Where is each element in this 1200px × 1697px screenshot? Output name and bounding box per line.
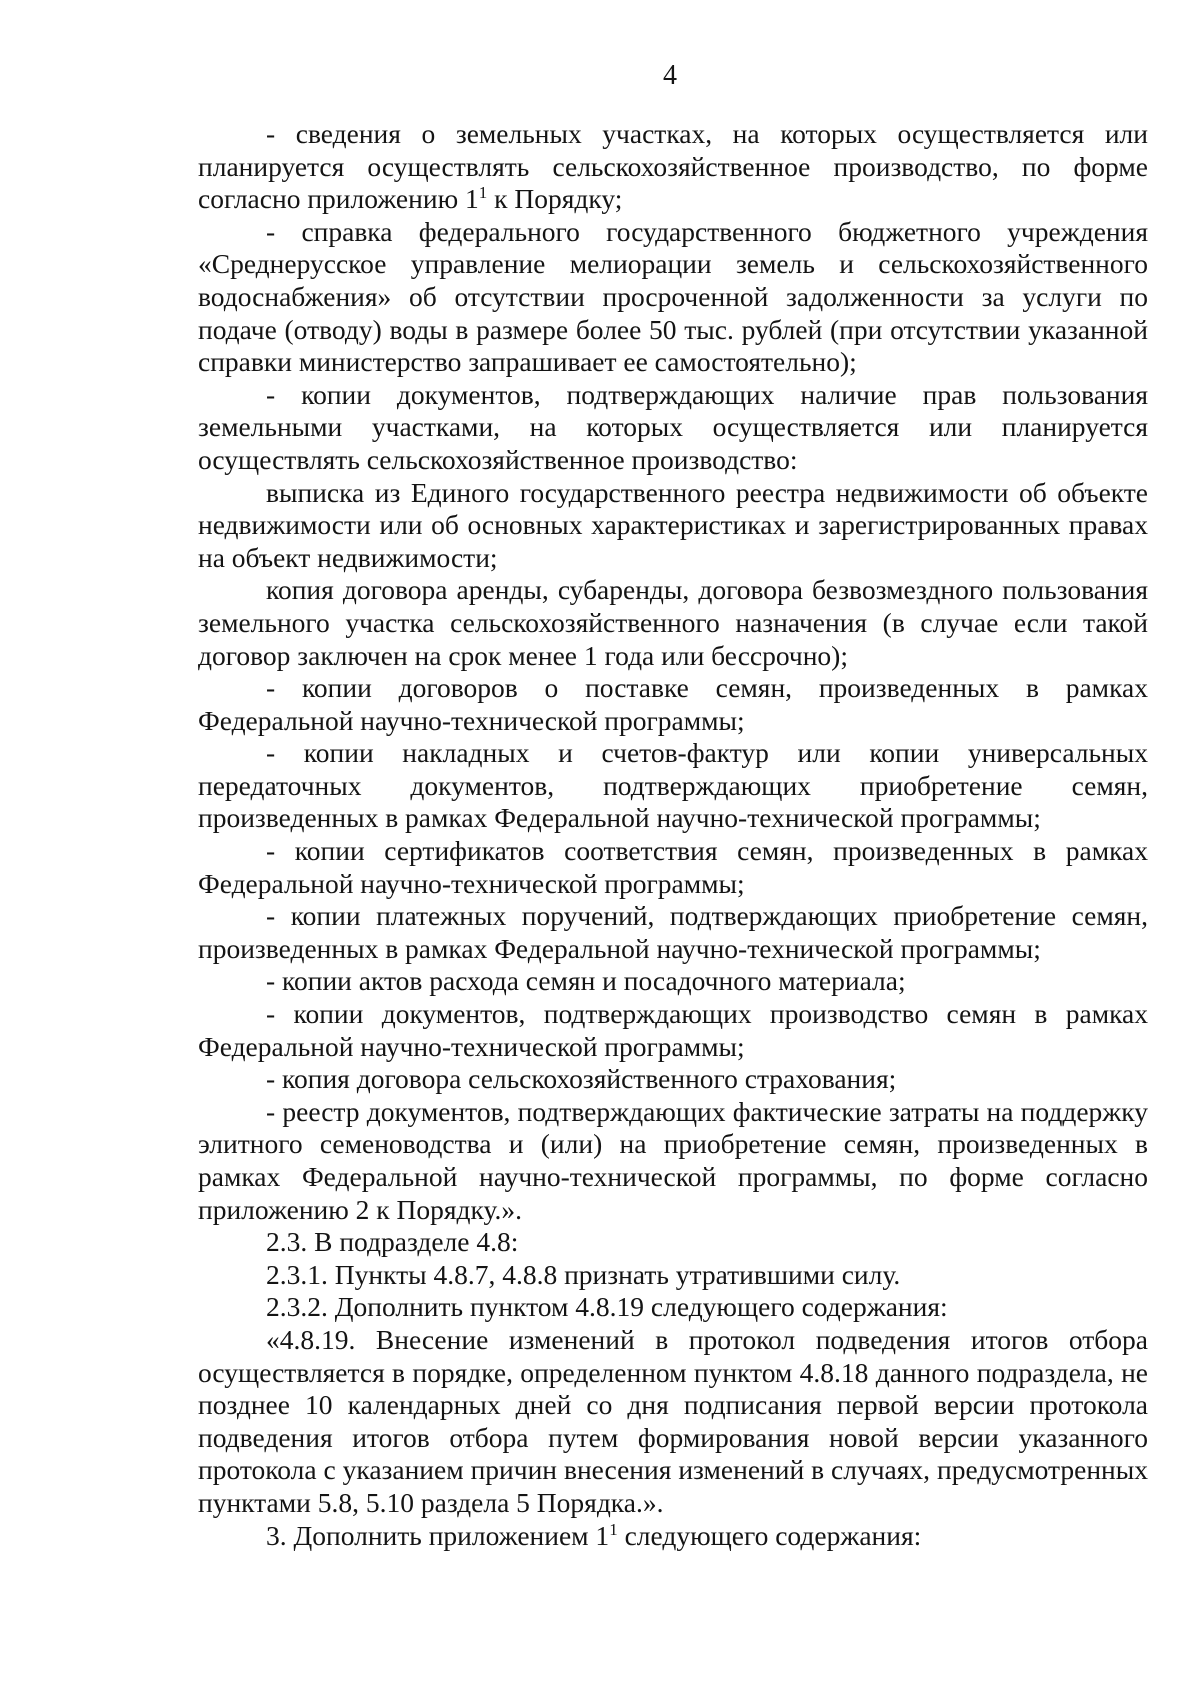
- paragraph: [198, 1324, 1148, 1520]
- page-number: 4: [663, 60, 677, 91]
- paragraph: [198, 1520, 1148, 1553]
- paragraph-text: - справка федерального государственного бюджетного учреждения «Среднерусское управление мелиорации земель и сельскохозяйственного водоснабжения» об отсутствии просроченной задолженности за услуги по подаче (отводу) воды в размере более 50 тыс. рублей (при отсутствии указанной справки министерство запрашивает ее самостоятельно);: [198, 215, 1148, 378]
- paragraph: [198, 672, 1148, 737]
- paragraph: [198, 574, 1148, 672]
- paragraph-text: - копии документов, подтверждающих наличие прав пользования земельными участками, на которых осуществляется или планируется осуществлять сельскохозяйственное производство:: [198, 378, 1148, 475]
- document-body: [198, 118, 1148, 1552]
- paragraph-tail: к Порядку;: [487, 183, 623, 215]
- paragraph: [198, 1226, 1148, 1259]
- paragraph: [198, 379, 1148, 477]
- paragraph: [198, 900, 1148, 965]
- paragraph-text: выписка из Единого государственного реестра недвижимости об объекте недвижимости или об основных характеристиках и зарегистрированных правах на объект недвижимости;: [198, 476, 1148, 573]
- superscript: 1: [609, 1519, 618, 1539]
- paragraph: [198, 965, 1148, 998]
- paragraph: [198, 118, 1148, 216]
- paragraph: [198, 1063, 1148, 1096]
- paragraph-text: «4.8.19. Внесение изменений в протокол подведения итогов отбора осуществляется в порядке, определенном пунктом 4.8.18 данного подраздела, не позднее 10 календарных дней со дня подписания первой версии протокола подведения итогов отбора путем формирования новой версии указанного протокола с указанием причин внесения изменений в случаях, предусмотренных пунктами 5.8, 5.10 раздела 5 Порядка.».: [198, 1323, 1148, 1518]
- paragraph: [198, 1259, 1148, 1292]
- paragraph: [198, 998, 1148, 1063]
- paragraph-text: 2.3.2. Дополнить пунктом 4.8.19 следующего содержания:: [266, 1291, 948, 1323]
- paragraph-text: 2.3. В подразделе 4.8:: [266, 1226, 519, 1258]
- paragraph-tail: следующего содержания:: [617, 1519, 922, 1551]
- paragraph-text: - копии сертификатов соответствия семян, произведенных в рамках Федеральной научно-технической программы;: [198, 835, 1148, 899]
- paragraph-text: - копии накладных и счетов-фактур или копии универсальных передаточных документов, подтверждающих приобретение семян, произведенных в рамках Федеральной научно-технической программы;: [198, 737, 1148, 834]
- paragraph-text: 3. Дополнить приложением 1: [266, 1519, 610, 1551]
- paragraph-text: - реестр документов, подтверждающих фактические затраты на поддержку элитного семеноводства и (или) на приобретение семян, произведенных в рамках Федеральной научно-технической программы, по форме согласно приложению 2 к Порядку.».: [198, 1095, 1148, 1225]
- paragraph: [198, 1291, 1148, 1324]
- paragraph-text: - копии договоров о поставке семян, произведенных в рамках Федеральной научно-технической программы;: [198, 672, 1148, 736]
- superscript: 1: [478, 183, 488, 203]
- paragraph: [198, 737, 1148, 835]
- paragraph-text: - копии документов, подтверждающих производство семян в рамках Федеральной научно-технической программы;: [198, 998, 1148, 1062]
- paragraph-text: копия договора аренды, субаренды, договора безвозмездного пользования земельного участка сельскохозяйственного назначения (в случае если такой договор заключен на срок менее 1 года или бессрочно);: [198, 574, 1148, 671]
- paragraph-text: - сведения о земельных участках, на которых осуществляется или планируется осуществлять сельскохозяйственное производство, по форме согласно приложению 1: [198, 118, 1148, 215]
- paragraph-text: 2.3.1. Пункты 4.8.7, 4.8.8 признать утратившими силу.: [266, 1258, 901, 1290]
- paragraph: [198, 216, 1148, 379]
- paragraph: [198, 835, 1148, 900]
- paragraph: [198, 477, 1148, 575]
- paragraph-text: - копия договора сельскохозяйственного страхования;: [266, 1063, 897, 1095]
- paragraph-text: - копии платежных поручений, подтверждающих приобретение семян, произведенных в рамках Федеральной научно-технической программы;: [198, 900, 1148, 964]
- paragraph: [198, 1096, 1148, 1226]
- paragraph-text: - копии актов расхода семян и посадочного материала;: [266, 965, 906, 997]
